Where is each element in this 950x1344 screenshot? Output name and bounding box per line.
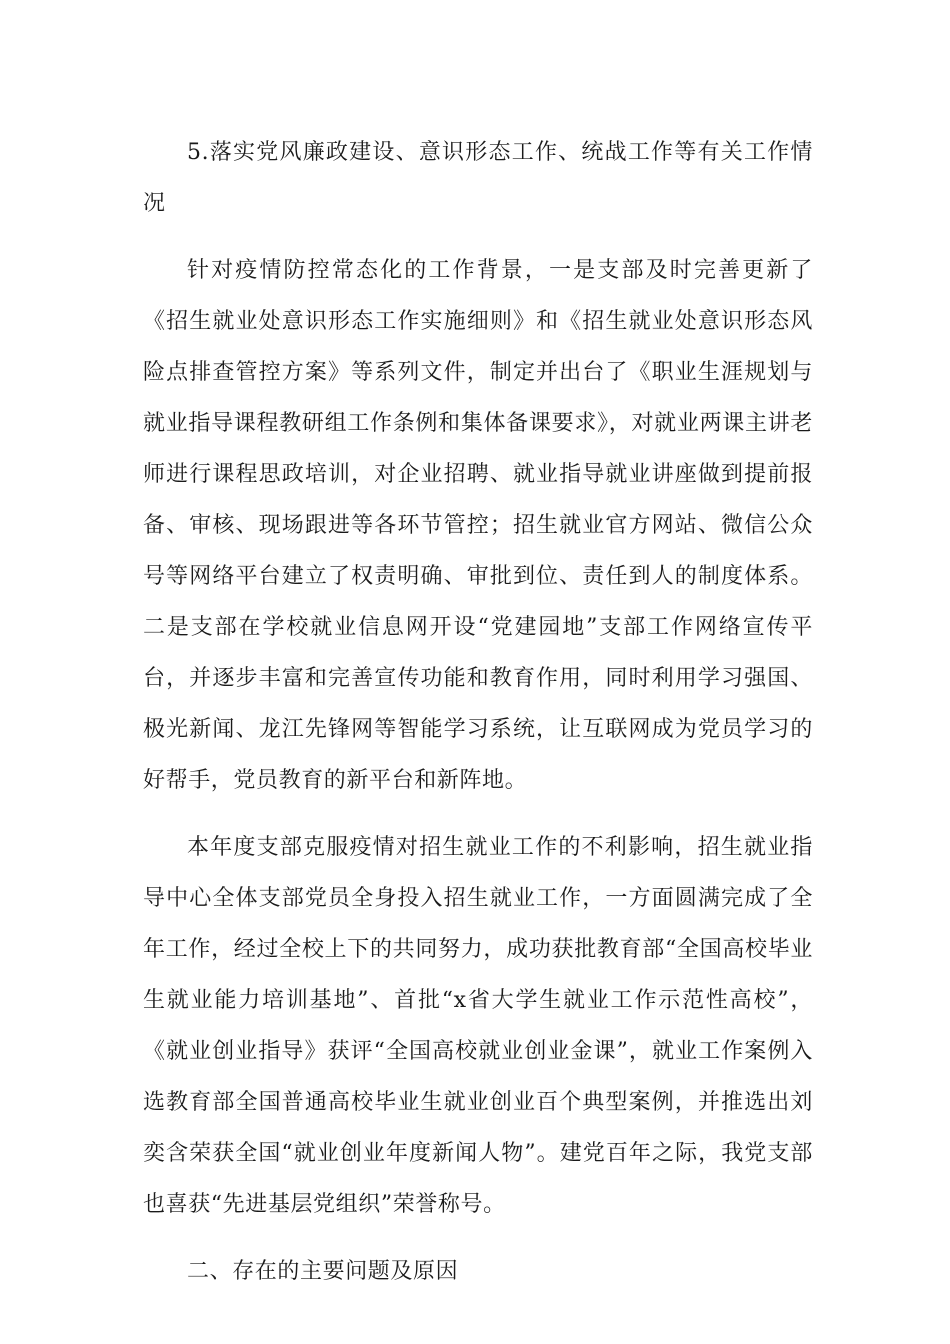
section-heading-5: 5.落实党风廉政建设、意识形态工作、统战工作等有关工作情况 (143, 140, 813, 216)
document-body (143, 127, 813, 1297)
paragraph-annual-achievements: 本年度支部克服疫情对招生就业工作的不利影响，招生就业指导中心全体支部党员全身投入招生就业工作，一方面圆满完成了全年工作，经过全校上下的共同努力，成功获批教育部“全国高校毕业生就业能力培训基地”、首批“x省大学生就业工作示范性高校”，《就业创业指导》获评“全国高校就业创业金课”，就业工作案例入选教育部全国普通高校毕业生就业创业百个典型案例，并推选出刘奕含荣获全国“就业创业年度新闻人物”。建党百年之际，我党支部也喜获“先进基层党组织”荣誉称号。 (143, 835, 813, 1217)
section-heading-problems: 二、存在的主要问题及原因 (187, 1259, 459, 1284)
paragraph-ideology-work: 针对疫情防控常态化的工作背景，一是支部及时完善更新了《招生就业处意识形态工作实施细则》和《招生就业处意识形态风险点排查管控方案》等系列文件，制定并出台了《职业生涯规划与就业指导课程教研组工作条例和集体备课要求》，对就业两课主讲老师进行课程思政培训，对企业招聘、就业指导就业讲座做到提前报备、审核、现场跟进等各环节管控；招生就业官方网站、微信公众号等网络平台建立了权责明确、审批到位、责任到人的制度体系。二是支部在学校就业信息网开设“党建园地”支部工作网络宣传平台，并逐步丰富和完善宣传功能和教育作用，同时利用学习强国、极光新闻、龙江先锋网等智能学习系统，让互联网成为党员学习的好帮手，党员教育的新平台和新阵地。 (143, 258, 813, 793)
